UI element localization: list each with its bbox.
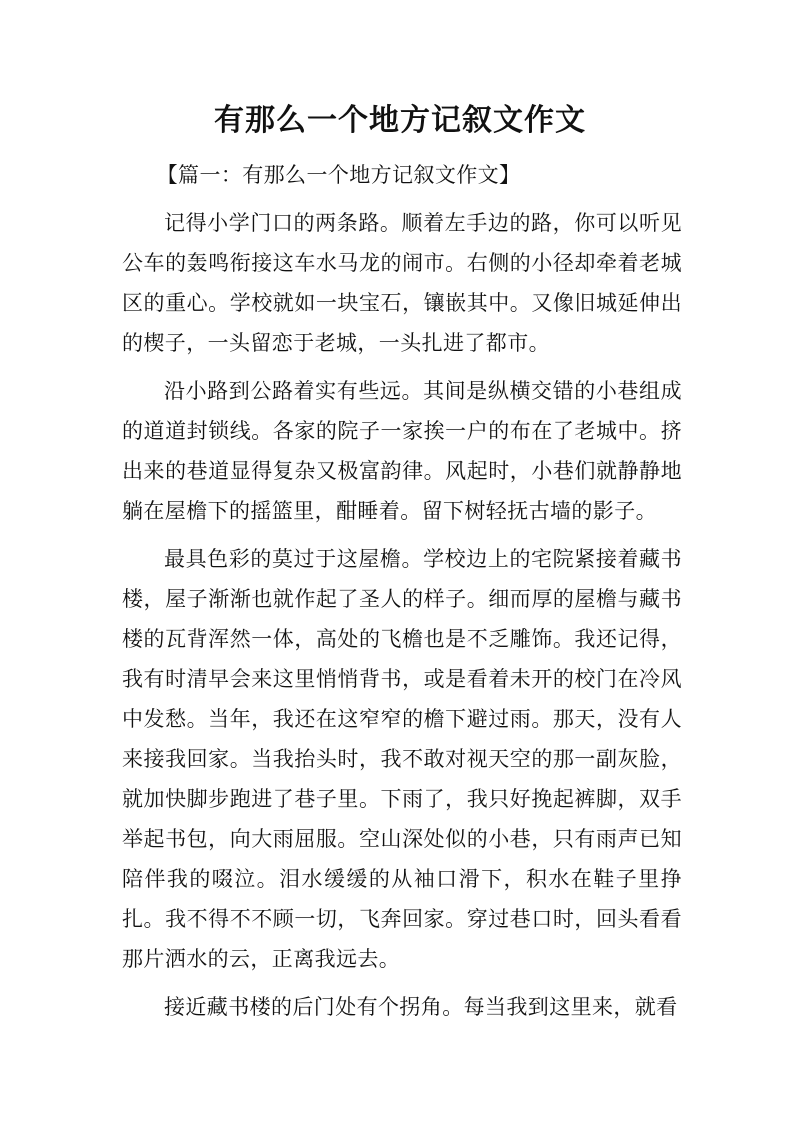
- section-heading: 【篇一：有那么一个地方记叙文作文】: [156, 163, 521, 187]
- paragraph: 接近藏书楼的后门处有个拐角。每当我到这里来，就看: [164, 995, 678, 1019]
- document-title: 有那么一个地方记叙文作文: [214, 103, 586, 138]
- paragraph: 沿小路到公路着实有些远。其间是纵横交错的小巷组成的道道封锁线。各家的院子一家挨一户的布在了老城中。挤出来的巷道显得复杂又极富韵律。风起时，小巷们就静静地躺在屋檐下的摇篮里，酣睡着。留下树轻抚古墙的影子。: [122, 379, 682, 523]
- document-body: [122, 155, 682, 1035]
- paragraph: 最具色彩的莫过于这屋檐。学校边上的宅院紧接着藏书楼，屋子渐渐也就作起了圣人的样子。细而厚的屋檐与藏书楼的瓦背浑然一体，高处的飞檐也是不乏雕饰。我还记得，我有时清早会来这里悄悄背书，或是看着未开的校门在冷风中发愁。当年，我还在这窄窄的檐下避过雨。那天，没有人来接我回家。当我抬头时，我不敢对视天空的那一副灰脸，就加快脚步跑进了巷子里。下雨了，我只好挽起裤脚，双手举起书包，向大雨屈服。空山深处似的小巷，只有雨声已知陪伴我的啜泣。泪水缓缓的从袖口滑下，积水在鞋子里挣扎。我不得不不顾一切，飞奔回家。穿过巷口时，回头看看那片洒水的云，正离我远去。: [122, 547, 682, 971]
- paragraph: 记得小学门口的两条路。顺着左手边的路，你可以听见公车的轰鸣衔接这车水马龙的闹市。右侧的小径却牵着老城区的重心。学校就如一块宝石，镶嵌其中。又像旧城延伸出的楔子，一头留恋于老城，一头扎进了都市。: [122, 211, 682, 355]
